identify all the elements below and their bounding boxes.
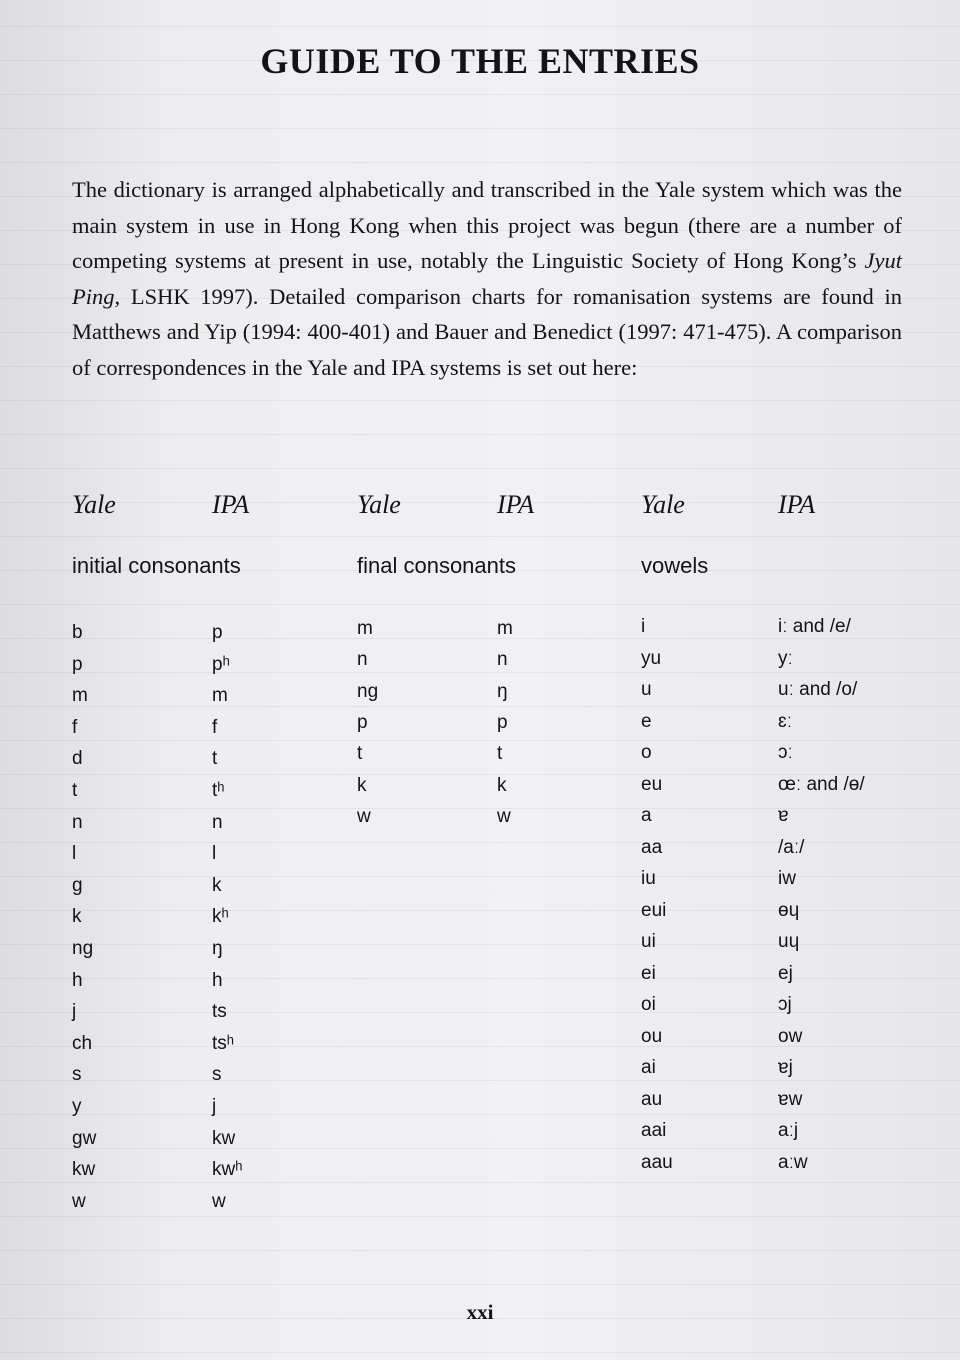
initial-yale-10: ng [72,938,94,959]
initial-ipa-12: ts [212,1001,227,1023]
section-vowels: vowels [641,553,709,578]
header-yale-finals: Yale [357,490,401,519]
initial-yale-16: gw [72,1127,97,1149]
header-ipa-finals: IPA [497,490,535,519]
vowel-ipa-7: /aː/ [778,836,805,858]
intro-paragraph [72,172,902,385]
initial-ipa-6: n [212,811,223,833]
initial-yale-14: s [72,1064,82,1086]
initial-yale-9: k [72,906,82,928]
vowel-yale-14: ai [641,1057,656,1078]
vowel-ipa-12: ɔj [778,994,792,1015]
initial-ipa-4: t [212,748,218,770]
final-yale-0: m [357,618,373,639]
page-title: GUIDE TO THE ENTRIES [260,41,700,81]
intro-text-start: The dictionary is arranged alphabetically and transcribed in the Yale system which was the main system in use in Hong Kong when this project was begun (there are a number of competing systems at present in use, notably the Linguistic Society of Hong Kong’s [72,177,902,273]
vowel-ipa-14: ɐj [778,1057,793,1078]
final-yale-4: t [357,743,363,765]
header-ipa-vowels: IPA [778,490,816,519]
initial-ipa-0: p [212,622,223,643]
vowel-yale-5: eu [641,773,663,795]
final-ipa-6: w [497,805,511,827]
vowel-yale-12: oi [641,994,656,1015]
vowel-ipa-11: ej [778,962,793,984]
vowel-ipa-13: ow [778,1025,803,1047]
initial-yale-8: g [72,874,83,896]
vowel-yale-15: au [641,1088,663,1110]
final-yale-2: ng [357,680,379,702]
vowel-ipa-0: iː and /e/ [778,616,851,637]
initial-ipa-7: l [212,843,217,865]
header-yale-vowels: Yale [641,490,685,519]
initial-yale-12: j [72,1001,77,1023]
vowel-yale-10: ui [641,931,656,952]
initial-yale-4: d [72,748,83,770]
initial-ipa-10: ŋ [212,938,223,959]
vowel-ipa-4: ɔː [778,742,793,763]
initial-ipa-15: j [212,1096,217,1117]
final-ipa-4: t [497,743,503,765]
vowel-ipa-3: ɛː [778,710,792,732]
vowel-ipa-10: uɥ [778,931,800,952]
initial-ipa-13: tsʰ [212,1032,235,1054]
vowel-yale-1: yu [641,647,662,669]
initial-ipa-9: kʰ [212,906,229,928]
initial-ipa-1: pʰ [212,653,230,675]
intro-jyut-ping: Jyut Ping [72,248,902,309]
final-ipa-1: n [497,649,508,671]
vowel-yale-4: o [641,742,652,763]
initial-yale-15: y [72,1096,82,1117]
final-ipa-0: m [497,618,513,639]
initial-yale-1: p [72,653,83,675]
vowel-yale-17: aau [641,1151,673,1173]
header-ipa-initials: IPA [212,490,250,519]
vowel-ipa-6: ɐ [778,805,789,826]
initial-yale-17: kw [72,1159,96,1181]
final-yale-3: p [357,711,368,733]
header-yale-initials: Yale [72,490,116,519]
vowel-ipa-1: yː [778,647,793,669]
vowel-yale-0: i [641,616,646,637]
vowel-yale-16: aai [641,1120,667,1141]
initial-yale-18: w [72,1190,86,1212]
vowel-yale-11: ei [641,962,656,984]
vowel-ipa-16: aːj [778,1120,799,1141]
initial-ipa-14: s [212,1064,222,1086]
initial-yale-7: l [72,843,77,865]
intro-text-end: , LSHK 1997). Detailed comparison charts for romanisation systems are found in Matthews and Yip (1994: 400-401) and Bauer and Benedict (1997: 471-475). A comparison of correspondences in the Yale and IPA systems is set out here: [72,283,902,380]
initial-ipa-5: tʰ [212,780,225,801]
initial-yale-0: b [72,622,83,643]
initial-yale-6: n [72,811,83,833]
initial-ipa-18: w [212,1190,226,1212]
vowel-yale-3: e [641,710,652,732]
initial-yale-13: ch [72,1032,93,1054]
initial-ipa-17: kwʰ [212,1159,243,1181]
final-yale-5: k [357,774,367,796]
page-number: xxi [466,1300,494,1324]
vowel-ipa-2: uː and /o/ [778,679,858,700]
vowel-ipa-15: ɐw [778,1088,803,1110]
vowel-yale-13: ou [641,1025,663,1047]
final-ipa-3: p [497,711,508,733]
vowel-yale-2: u [641,679,652,700]
vowel-yale-7: aa [641,836,663,858]
vowel-ipa-9: ɵɥ [778,899,800,921]
section-final-consonants: final consonants [357,553,516,578]
vowel-ipa-8: iw [778,868,796,889]
final-ipa-2: ŋ [497,680,508,702]
final-yale-1: n [357,649,368,671]
final-ipa-5: k [497,774,507,796]
vowel-ipa-17: aːw [778,1151,808,1173]
initial-ipa-8: k [212,874,222,896]
vowel-ipa-5: œː and /ɵ/ [778,773,865,795]
initial-ipa-2: m [212,685,228,707]
initial-yale-5: t [72,780,78,801]
vowel-yale-9: eui [641,899,667,921]
section-initial-consonants: initial consonants [72,553,241,578]
initial-yale-3: f [72,716,78,738]
initial-yale-11: h [72,969,83,991]
initial-yale-2: m [72,685,88,707]
vowel-yale-6: a [641,805,652,826]
initial-ipa-16: kw [212,1127,236,1149]
vowel-yale-8: iu [641,868,656,889]
final-yale-6: w [357,805,371,827]
initial-ipa-3: f [212,716,218,738]
initial-ipa-11: h [212,969,223,991]
